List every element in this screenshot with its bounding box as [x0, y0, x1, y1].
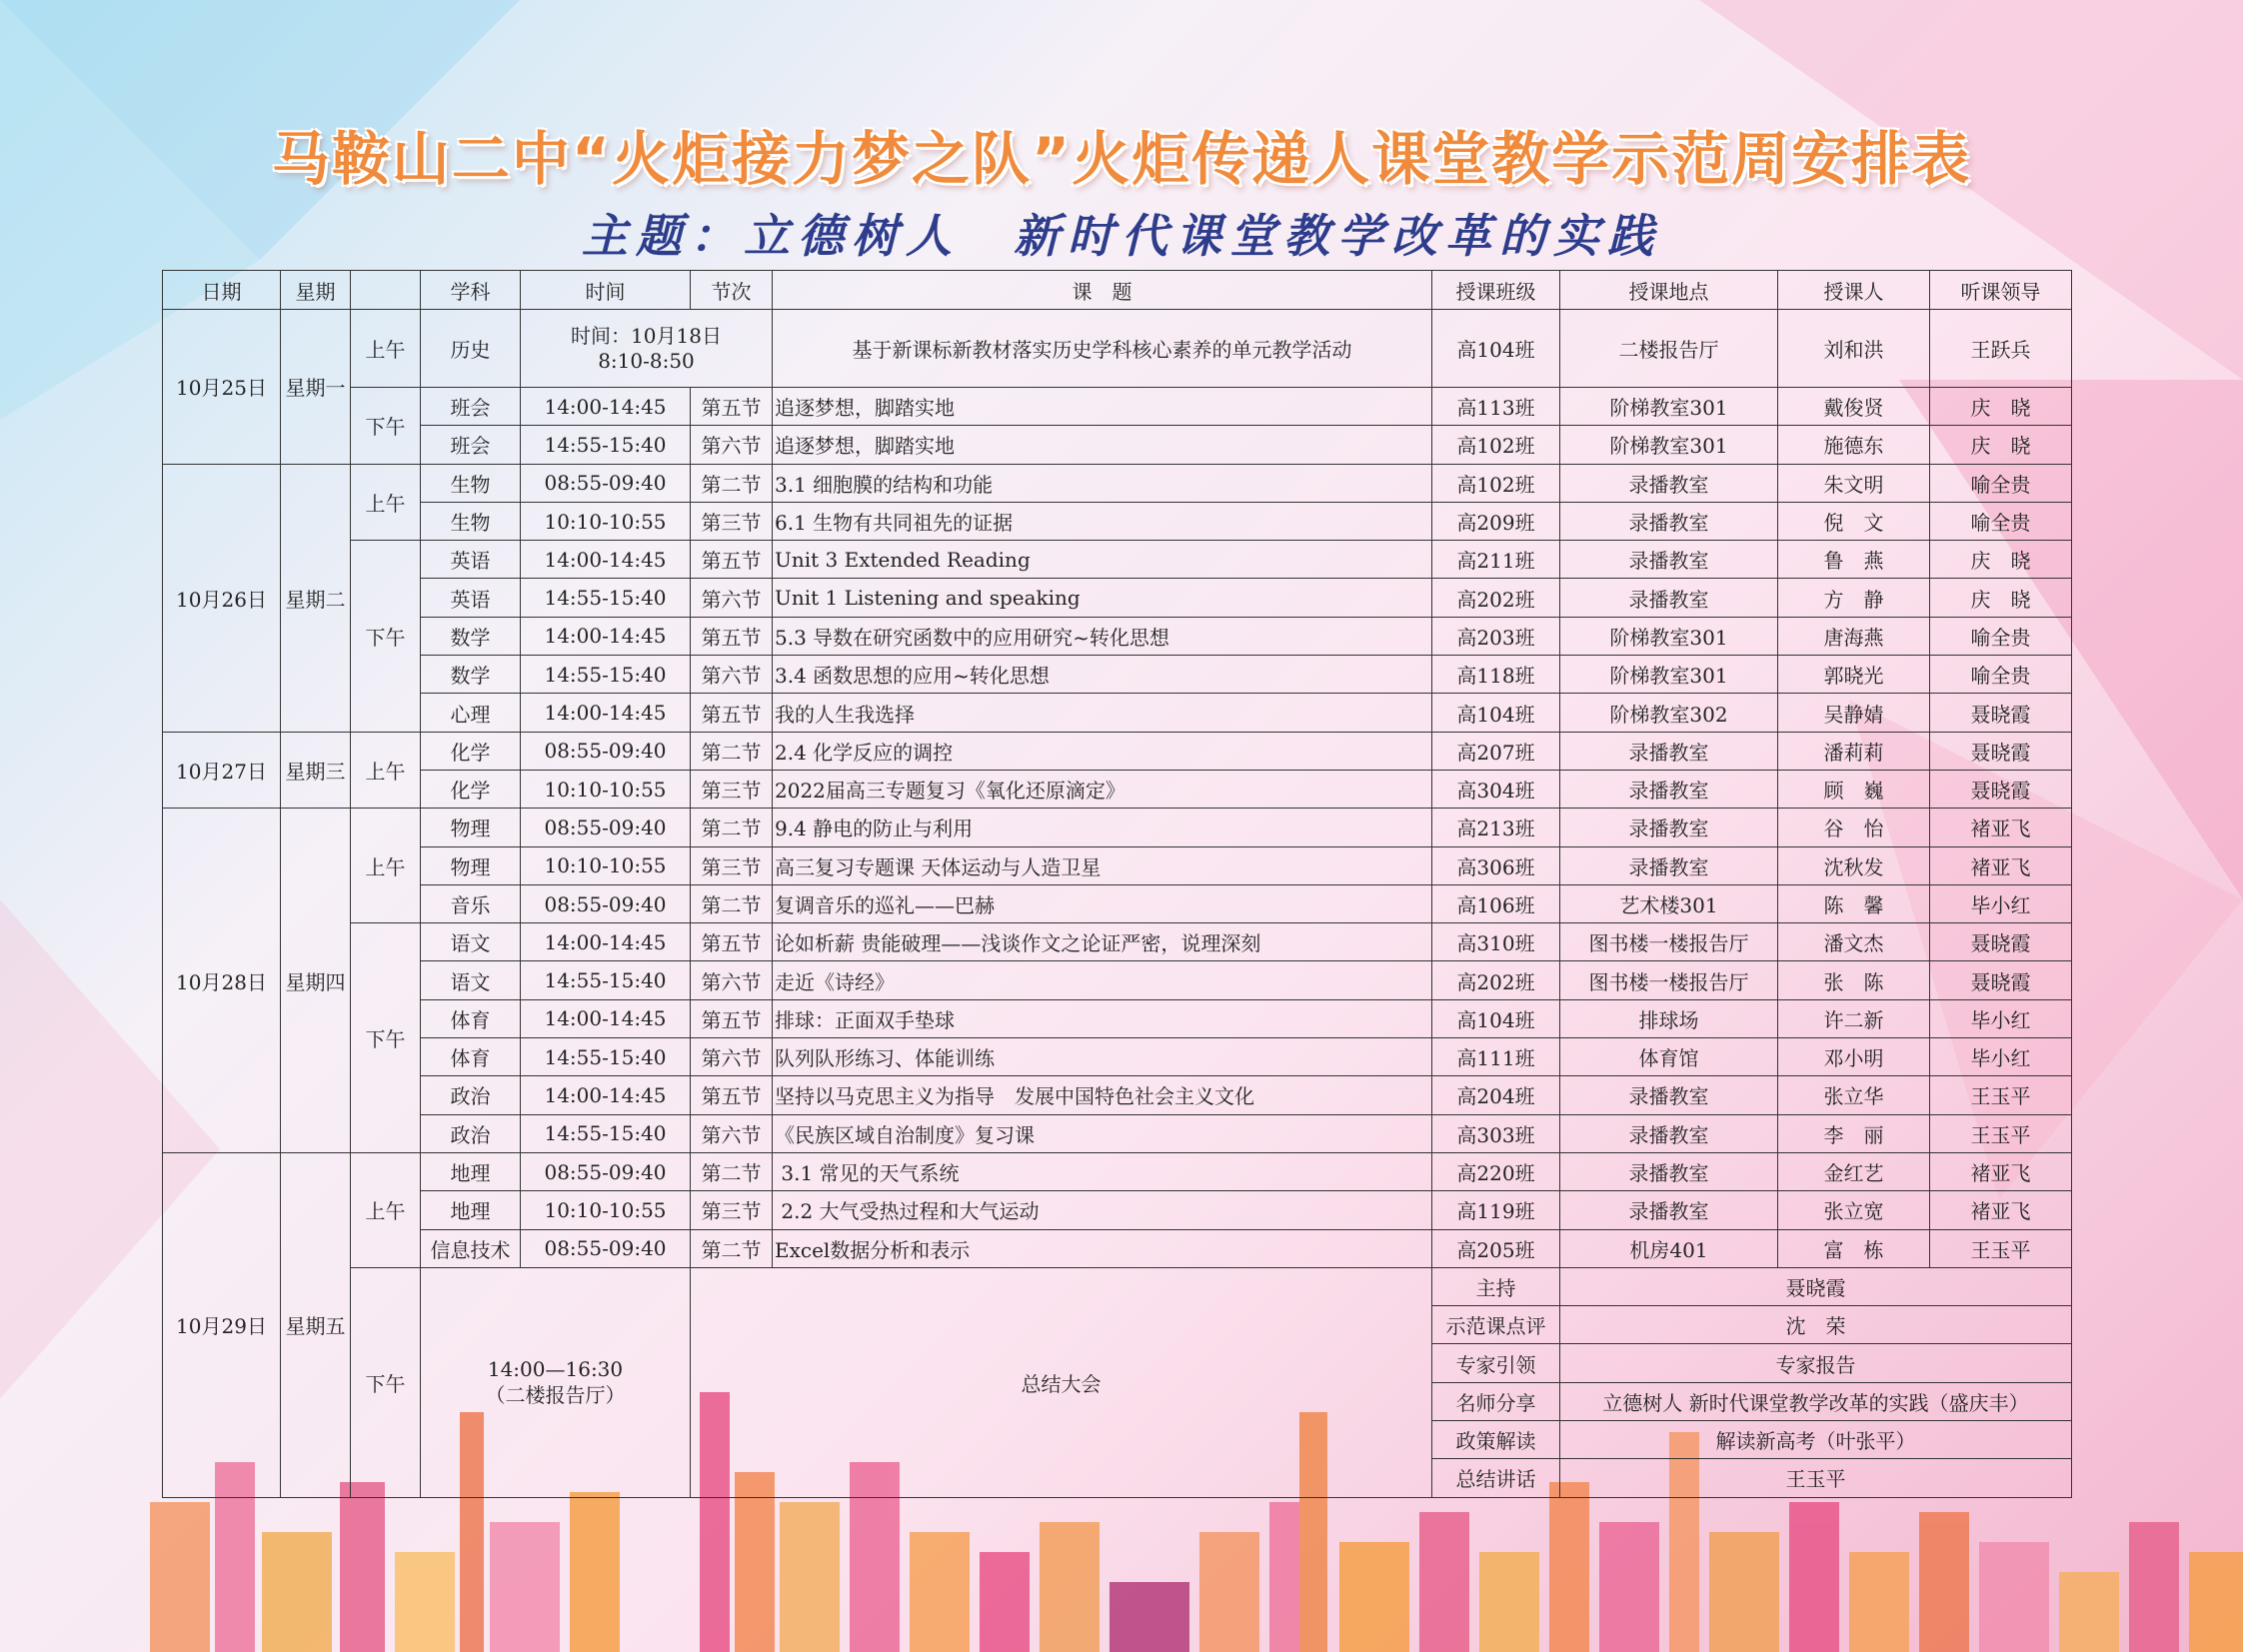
- class-cell: 高306班: [1432, 846, 1560, 884]
- topic-cell: 我的人生我选择: [773, 694, 1432, 732]
- teacher-cell: 潘莉莉: [1778, 732, 1930, 770]
- class-cell: 高310班: [1432, 923, 1560, 961]
- place-cell: 录播教室: [1560, 579, 1778, 617]
- weekday-cell: 星期四: [281, 809, 351, 1153]
- table-row: [163, 770, 2072, 808]
- summary-value-cell: 王玉平: [1560, 1459, 2072, 1497]
- table-row: [163, 809, 2072, 846]
- subject-cell: 心理: [421, 694, 521, 732]
- teacher-cell: 刘和洪: [1778, 310, 1930, 388]
- topic-cell: Unit 1 Listening and speaking: [773, 579, 1432, 617]
- table-row: [163, 388, 2072, 426]
- date-cell: 10月26日: [163, 464, 281, 732]
- topic-cell: 追逐梦想，脚踏实地: [773, 426, 1432, 464]
- summary-value-cell: 专家报告: [1560, 1344, 2072, 1382]
- subject-cell: 生物: [421, 464, 521, 502]
- summary-title-cell: 总结大会: [691, 1267, 1432, 1497]
- teacher-cell: 唐海燕: [1778, 617, 1930, 655]
- teacher-cell: 朱文明: [1778, 464, 1930, 502]
- table-row: [163, 884, 2072, 922]
- date-cell: 10月25日: [163, 310, 281, 465]
- table-row: [163, 656, 2072, 694]
- place-cell: 阶梯教室301: [1560, 388, 1778, 426]
- place-cell: 录播教室: [1560, 541, 1778, 579]
- teacher-cell: 张 陈: [1778, 961, 1930, 999]
- class-cell: 高204班: [1432, 1076, 1560, 1114]
- subject-cell: 班会: [421, 426, 521, 464]
- class-cell: 高104班: [1432, 694, 1560, 732]
- subject-cell: 英语: [421, 579, 521, 617]
- table-row: [163, 426, 2072, 464]
- table-row: [163, 310, 2072, 388]
- leader-cell: 聂晓霞: [1930, 923, 2072, 961]
- time-cell: 14:55-15:40: [521, 656, 691, 694]
- subject-cell: 化学: [421, 732, 521, 770]
- slot-cell: 第五节: [691, 694, 773, 732]
- place-cell: 阶梯教室301: [1560, 656, 1778, 694]
- class-cell: 高304班: [1432, 770, 1560, 808]
- leader-cell: 喻全贵: [1930, 617, 2072, 655]
- slot-cell: 第三节: [691, 1191, 773, 1229]
- subject-cell: 班会: [421, 388, 521, 426]
- place-cell: 录播教室: [1560, 1191, 1778, 1229]
- topic-cell: 复调音乐的巡礼——巴赫: [773, 884, 1432, 922]
- leader-cell: 庆 晓: [1930, 541, 2072, 579]
- leader-cell: 喻全贵: [1930, 502, 2072, 540]
- leader-cell: 褚亚飞: [1930, 1191, 2072, 1229]
- time-cell: 14:00-14:45: [521, 1076, 691, 1114]
- slot-cell: 第五节: [691, 999, 773, 1037]
- time-cell: 14:00-14:45: [521, 617, 691, 655]
- teacher-cell: 戴俊贤: [1778, 388, 1930, 426]
- leader-cell: 毕小红: [1930, 1038, 2072, 1076]
- subject-cell: 语文: [421, 923, 521, 961]
- table-row: [163, 579, 2072, 617]
- teacher-cell: 郭晓光: [1778, 656, 1930, 694]
- place-cell: 图书楼一楼报告厅: [1560, 923, 1778, 961]
- teacher-cell: 富 栋: [1778, 1229, 1930, 1267]
- column-header: 课 题: [773, 271, 1432, 310]
- class-cell: 高209班: [1432, 502, 1560, 540]
- topic-cell: Unit 3 Extended Reading: [773, 541, 1432, 579]
- topic-cell: 9.4 静电的防止与利用: [773, 809, 1432, 846]
- table-row: [163, 694, 2072, 732]
- place-cell: 录播教室: [1560, 732, 1778, 770]
- summary-role-cell: 专家引领: [1432, 1344, 1560, 1382]
- subject-cell: 化学: [421, 770, 521, 808]
- date-cell: 10月29日: [163, 1152, 281, 1497]
- summary-role-cell: 总结讲话: [1432, 1459, 1560, 1497]
- teacher-cell: 沈秋发: [1778, 846, 1930, 884]
- leader-cell: 喻全贵: [1930, 464, 2072, 502]
- leader-cell: 褚亚飞: [1930, 809, 2072, 846]
- subject-cell: 数学: [421, 656, 521, 694]
- summary-time-cell: 14:00—16:30 （二楼报告厅）: [421, 1267, 691, 1497]
- place-cell: 体育馆: [1560, 1038, 1778, 1076]
- slot-cell: 第五节: [691, 1076, 773, 1114]
- class-cell: 高202班: [1432, 961, 1560, 999]
- place-cell: 排球场: [1560, 999, 1778, 1037]
- subject-cell: 物理: [421, 809, 521, 846]
- class-cell: 高213班: [1432, 809, 1560, 846]
- subject-cell: 数学: [421, 617, 521, 655]
- subject-cell: 地理: [421, 1191, 521, 1229]
- time-cell: 14:55-15:40: [521, 579, 691, 617]
- table-row: [163, 846, 2072, 884]
- class-cell: 高211班: [1432, 541, 1560, 579]
- subject-cell: 物理: [421, 846, 521, 884]
- leader-cell: 褚亚飞: [1930, 846, 2072, 884]
- topic-cell: 高三复习专题课 天体运动与人造卫星: [773, 846, 1432, 884]
- time-cell: 14:00-14:45: [521, 541, 691, 579]
- slot-cell: 第六节: [691, 579, 773, 617]
- class-cell: 高118班: [1432, 656, 1560, 694]
- slot-cell: 第三节: [691, 770, 773, 808]
- slot-cell: 第五节: [691, 388, 773, 426]
- date-cell: 10月28日: [163, 809, 281, 1153]
- place-cell: 录播教室: [1560, 1152, 1778, 1190]
- summary-role-cell: 名师分享: [1432, 1382, 1560, 1420]
- table-row: [163, 617, 2072, 655]
- teacher-cell: 张立华: [1778, 1076, 1930, 1114]
- period-cell: 上午: [351, 310, 421, 388]
- leader-cell: 王跃兵: [1930, 310, 2072, 388]
- page-subtitle: 主题：立德树人 新时代课堂教学改革的实践: [582, 209, 1661, 263]
- column-header: 听课领导: [1930, 271, 2072, 310]
- class-cell: 高220班: [1432, 1152, 1560, 1190]
- summary-value-cell: 沈 荣: [1560, 1306, 2072, 1344]
- schedule-table: [162, 270, 2072, 1498]
- table-row: [163, 1152, 2072, 1190]
- leader-cell: 聂晓霞: [1930, 961, 2072, 999]
- column-header: 节次: [691, 271, 773, 310]
- class-cell: 高119班: [1432, 1191, 1560, 1229]
- leader-cell: 王玉平: [1930, 1114, 2072, 1152]
- time-cell: 14:55-15:40: [521, 1114, 691, 1152]
- place-cell: 艺术楼301: [1560, 884, 1778, 922]
- table-row: [163, 923, 2072, 961]
- leader-cell: 王玉平: [1930, 1076, 2072, 1114]
- class-cell: 高205班: [1432, 1229, 1560, 1267]
- leader-cell: 聂晓霞: [1930, 732, 2072, 770]
- column-header: 星期: [281, 271, 351, 310]
- subject-cell: 语文: [421, 961, 521, 999]
- topic-cell: 2.2 大气受热过程和大气运动: [773, 1191, 1432, 1229]
- teacher-cell: 倪 文: [1778, 502, 1930, 540]
- summary-role-cell: 主持: [1432, 1267, 1560, 1305]
- period-cell: 上午: [351, 1152, 421, 1267]
- place-cell: 录播教室: [1560, 770, 1778, 808]
- time-cell: 08:55-09:40: [521, 732, 691, 770]
- period-cell: 下午: [351, 541, 421, 732]
- place-cell: 录播教室: [1560, 502, 1778, 540]
- period-cell: 上午: [351, 809, 421, 923]
- table-row: [163, 732, 2072, 770]
- class-cell: 高104班: [1432, 310, 1560, 388]
- slot-cell: 第六节: [691, 1038, 773, 1076]
- table-row: [163, 1267, 2072, 1305]
- slot-cell: 第五节: [691, 541, 773, 579]
- teacher-cell: 潘文杰: [1778, 923, 1930, 961]
- slot-cell: 第五节: [691, 617, 773, 655]
- time-cell: 10:10-10:55: [521, 1191, 691, 1229]
- table-row: [163, 1114, 2072, 1152]
- class-cell: 高106班: [1432, 884, 1560, 922]
- weekday-cell: 星期五: [281, 1152, 351, 1497]
- weekday-cell: 星期二: [281, 464, 351, 732]
- table-row: [163, 961, 2072, 999]
- period-cell: 上午: [351, 732, 421, 809]
- place-cell: 阶梯教室301: [1560, 617, 1778, 655]
- time-cell: 10:10-10:55: [521, 846, 691, 884]
- place-cell: 录播教室: [1560, 846, 1778, 884]
- period-cell: 下午: [351, 388, 421, 465]
- slot-cell: 第二节: [691, 464, 773, 502]
- column-header: 日期: [163, 271, 281, 310]
- subject-cell: 英语: [421, 541, 521, 579]
- column-header: 授课人: [1778, 271, 1930, 310]
- place-cell: 机房401: [1560, 1229, 1778, 1267]
- table-row: [163, 1076, 2072, 1114]
- class-cell: 高102班: [1432, 426, 1560, 464]
- topic-cell: 3.1 常见的天气系统: [773, 1152, 1432, 1190]
- teacher-cell: 顾 巍: [1778, 770, 1930, 808]
- class-cell: 高113班: [1432, 388, 1560, 426]
- summary-value-cell: 立德树人 新时代课堂教学改革的实践（盛庆丰）: [1560, 1382, 2072, 1420]
- topic-cell: 追逐梦想，脚踏实地: [773, 388, 1432, 426]
- time-cell: 14:00-14:45: [521, 923, 691, 961]
- table-row: [163, 464, 2072, 502]
- summary-value-cell: 解读新高考（叶张平）: [1560, 1421, 2072, 1459]
- class-cell: 高104班: [1432, 999, 1560, 1037]
- place-cell: 录播教室: [1560, 464, 1778, 502]
- weekday-cell: 星期三: [281, 732, 351, 809]
- place-cell: 阶梯教室301: [1560, 426, 1778, 464]
- subject-cell: 体育: [421, 1038, 521, 1076]
- topic-cell: 走近《诗经》: [773, 961, 1432, 999]
- slot-cell: 第五节: [691, 923, 773, 961]
- topic-cell: 2.4 化学反应的调控: [773, 732, 1432, 770]
- place-cell: 录播教室: [1560, 809, 1778, 846]
- column-header: 授课班级: [1432, 271, 1560, 310]
- topic-cell: Excel数据分析和表示: [773, 1229, 1432, 1267]
- slot-cell: 第三节: [691, 502, 773, 540]
- leader-cell: 王玉平: [1930, 1229, 2072, 1267]
- teacher-cell: 施德东: [1778, 426, 1930, 464]
- leader-cell: 毕小红: [1930, 884, 2072, 922]
- subject-cell: 地理: [421, 1152, 521, 1190]
- topic-cell: 排球：正面双手垫球: [773, 999, 1432, 1037]
- slot-cell: 第二节: [691, 1152, 773, 1190]
- class-cell: 高202班: [1432, 579, 1560, 617]
- leader-cell: 庆 晓: [1930, 579, 2072, 617]
- place-cell: 录播教室: [1560, 1114, 1778, 1152]
- topic-cell: 基于新课标新教材落实历史学科核心素养的单元教学活动: [773, 310, 1432, 388]
- teacher-cell: 张立宽: [1778, 1191, 1930, 1229]
- subject-cell: 体育: [421, 999, 521, 1037]
- class-cell: 高111班: [1432, 1038, 1560, 1076]
- leader-cell: 聂晓霞: [1930, 694, 2072, 732]
- slot-cell: 第二节: [691, 1229, 773, 1267]
- topic-cell: 坚持以马克思主义为指导 发展中国特色社会主义文化: [773, 1076, 1432, 1114]
- topic-cell: 2022届高三专题复习《氧化还原滴定》: [773, 770, 1432, 808]
- teacher-cell: 金红艺: [1778, 1152, 1930, 1190]
- time-cell: 08:55-09:40: [521, 1152, 691, 1190]
- period-cell: 上午: [351, 464, 421, 541]
- leader-cell: 聂晓霞: [1930, 770, 2072, 808]
- table-row: [163, 541, 2072, 579]
- teacher-cell: 邓小明: [1778, 1038, 1930, 1076]
- class-cell: 高207班: [1432, 732, 1560, 770]
- leader-cell: 褚亚飞: [1930, 1152, 2072, 1190]
- time-cell: 08:55-09:40: [521, 809, 691, 846]
- leader-cell: 毕小红: [1930, 999, 2072, 1037]
- subject-cell: 政治: [421, 1076, 521, 1114]
- time-cell: 14:55-15:40: [521, 426, 691, 464]
- place-cell: 阶梯教室302: [1560, 694, 1778, 732]
- summary-role-cell: 政策解读: [1432, 1421, 1560, 1459]
- time-cell: 10:10-10:55: [521, 770, 691, 808]
- place-cell: 录播教室: [1560, 1076, 1778, 1114]
- column-header-period: [351, 271, 421, 310]
- teacher-cell: 李 丽: [1778, 1114, 1930, 1152]
- teacher-cell: 鲁 燕: [1778, 541, 1930, 579]
- topic-cell: 3.1 细胞膜的结构和功能: [773, 464, 1432, 502]
- leader-cell: 庆 晓: [1930, 388, 2072, 426]
- table-row: [163, 999, 2072, 1037]
- teacher-cell: 许二新: [1778, 999, 1930, 1037]
- weekday-cell: 星期一: [281, 310, 351, 465]
- topic-cell: 6.1 生物有共同祖先的证据: [773, 502, 1432, 540]
- subject-cell: 信息技术: [421, 1229, 521, 1267]
- subject-cell: 历史: [421, 310, 521, 388]
- class-cell: 高203班: [1432, 617, 1560, 655]
- teacher-cell: 陈 馨: [1778, 884, 1930, 922]
- column-header: 授课地点: [1560, 271, 1778, 310]
- time-cell: 时间：10月18日 8:10-8:50: [521, 310, 773, 388]
- leader-cell: 喻全贵: [1930, 656, 2072, 694]
- time-cell: 14:55-15:40: [521, 961, 691, 999]
- topic-cell: 队列队形练习、体能训练: [773, 1038, 1432, 1076]
- summary-value-cell: 聂晓霞: [1560, 1267, 2072, 1305]
- leader-cell: 庆 晓: [1930, 426, 2072, 464]
- time-cell: 08:55-09:40: [521, 884, 691, 922]
- page-title: 马鞍山二中“火炬接力梦之队”火炬传递人课堂教学示范周安排表: [271, 125, 1972, 193]
- subject-cell: 生物: [421, 502, 521, 540]
- time-cell: 14:55-15:40: [521, 1038, 691, 1076]
- table-header-row: [163, 271, 2072, 310]
- slot-cell: 第六节: [691, 656, 773, 694]
- teacher-cell: 吴静婧: [1778, 694, 1930, 732]
- class-cell: 高102班: [1432, 464, 1560, 502]
- time-cell: 14:00-14:45: [521, 999, 691, 1037]
- summary-role-cell: 示范课点评: [1432, 1306, 1560, 1344]
- time-cell: 14:00-14:45: [521, 694, 691, 732]
- time-cell: 08:55-09:40: [521, 464, 691, 502]
- slot-cell: 第二节: [691, 884, 773, 922]
- slot-cell: 第六节: [691, 961, 773, 999]
- slot-cell: 第六节: [691, 426, 773, 464]
- slot-cell: 第二节: [691, 732, 773, 770]
- time-cell: 14:00-14:45: [521, 388, 691, 426]
- slot-cell: 第六节: [691, 1114, 773, 1152]
- class-cell: 高303班: [1432, 1114, 1560, 1152]
- topic-cell: 《民族区域自治制度》复习课: [773, 1114, 1432, 1152]
- slot-cell: 第三节: [691, 846, 773, 884]
- topic-cell: 论如析薪 贵能破理——浅谈作文之论证严密，说理深刻: [773, 923, 1432, 961]
- teacher-cell: 谷 怡: [1778, 809, 1930, 846]
- period-cell: 下午: [351, 1267, 421, 1497]
- column-header: 学科: [421, 271, 521, 310]
- subject-cell: 政治: [421, 1114, 521, 1152]
- table-row: [163, 1229, 2072, 1267]
- date-cell: 10月27日: [163, 732, 281, 809]
- period-cell: 下午: [351, 923, 421, 1153]
- place-cell: 二楼报告厅: [1560, 310, 1778, 388]
- table-row: [163, 1038, 2072, 1076]
- place-cell: 图书楼一楼报告厅: [1560, 961, 1778, 999]
- table-row: [163, 1191, 2072, 1229]
- time-cell: 10:10-10:55: [521, 502, 691, 540]
- time-cell: 08:55-09:40: [521, 1229, 691, 1267]
- topic-cell: 5.3 导数在研究函数中的应用研究~转化思想: [773, 617, 1432, 655]
- topic-cell: 3.4 函数思想的应用~转化思想: [773, 656, 1432, 694]
- teacher-cell: 方 静: [1778, 579, 1930, 617]
- column-header: 时间: [521, 271, 691, 310]
- subject-cell: 音乐: [421, 884, 521, 922]
- table-row: [163, 502, 2072, 540]
- slot-cell: 第二节: [691, 809, 773, 846]
